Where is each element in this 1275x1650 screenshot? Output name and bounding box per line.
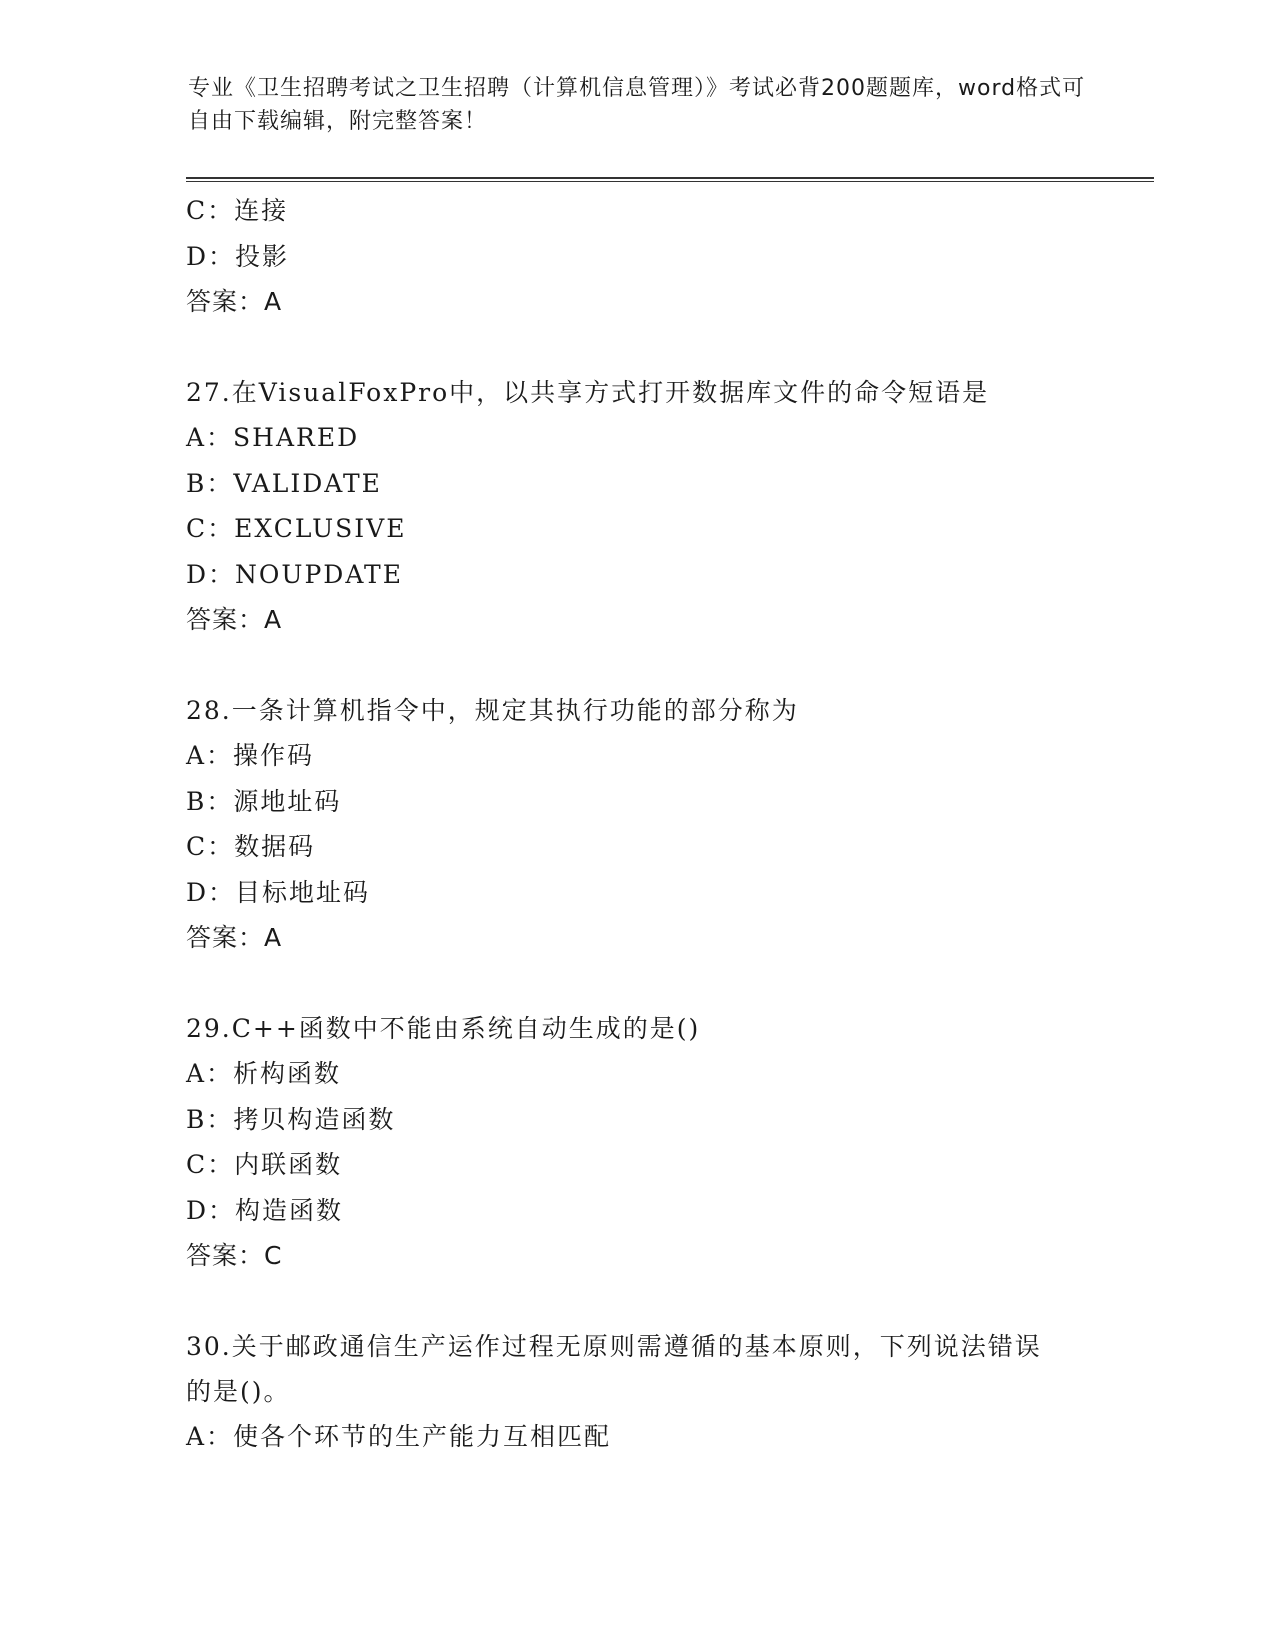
answer-line: 答案：A (186, 287, 283, 316)
question-29 (186, 1006, 1086, 1279)
spacer (186, 643, 1086, 688)
option-a: A：析构函数 (186, 1059, 342, 1088)
header-divider-thick (186, 177, 1154, 179)
option-d: D：构造函数 (186, 1195, 344, 1225)
option-a: A：使各个环节的生产能力互相匹配 (186, 1421, 612, 1451)
option-a: A：操作码 (186, 741, 315, 770)
answer-line: 答案：A (186, 923, 283, 952)
spacer (186, 1279, 1086, 1324)
document-header: 专业《卫生招聘考试之卫生招聘（计算机信息管理）》考试必背200题题库，word格式可自由下载编辑，附完整答案！ (188, 76, 1086, 134)
header-divider-thin (186, 181, 1154, 182)
option-a: A：SHARED (186, 423, 360, 452)
question-28 (186, 688, 1086, 961)
question-26-continued (186, 188, 1086, 325)
option-d: D：NOUPDATE (186, 559, 403, 589)
option-c: C：数据码 (186, 832, 316, 861)
option-b: B：拷贝构造函数 (186, 1104, 396, 1134)
option-c: C：EXCLUSIVE (186, 514, 407, 543)
question-text: 27.在VisualFoxPro中，以共享方式打开数据库文件的命令短语是 (186, 377, 990, 407)
question-text: 30.关于邮政通信生产运作过程无原则需遵循的基本原则，下列说法错误的是()。 (186, 1331, 1042, 1406)
spacer (186, 325, 1086, 370)
question-30 (186, 1324, 1086, 1460)
question-text: 29.C++函数中不能由系统自动生成的是() (186, 1013, 701, 1043)
option-b: B：源地址码 (186, 786, 342, 816)
question-list (186, 188, 1086, 1459)
answer-line: 答案：A (186, 605, 283, 634)
question-27 (186, 370, 1086, 643)
option-d: D：投影 (186, 241, 290, 271)
option-c: C：连接 (186, 196, 289, 225)
option-b: B：VALIDATE (186, 468, 382, 498)
answer-line: 答案：C (186, 1241, 283, 1270)
question-text: 28.一条计算机指令中，规定其执行功能的部分称为 (186, 695, 799, 725)
option-d: D：目标地址码 (186, 877, 371, 907)
option-c: C：内联函数 (186, 1150, 343, 1179)
spacer (186, 961, 1086, 1006)
